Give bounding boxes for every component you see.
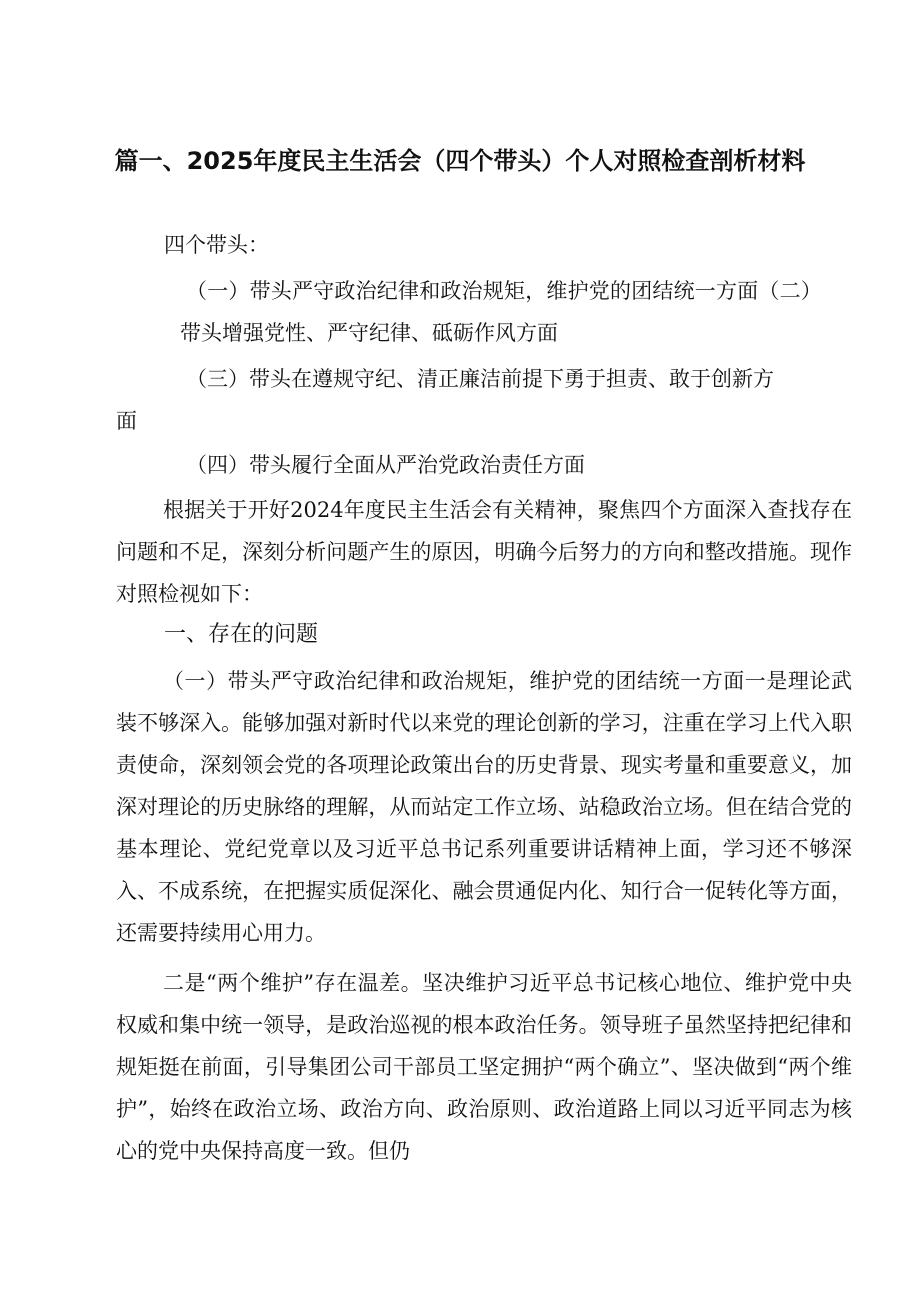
item-line-5: （四）带头履行全面从严治党政治责任方面 (186, 453, 585, 477)
item-line-4: 面 (116, 409, 137, 433)
item-line-3: （三）带头在遵规守纪、清正廉洁前提下勇于担责、敢于创新方 (186, 367, 774, 391)
item-line-1: （一）带头严守政治纪律和政治规矩，维护党的团结统一方面（二） (186, 279, 822, 303)
intro-label: 四个带头： (164, 233, 269, 257)
section-paragraph-1: （一）带头严守政治纪律和政治规矩，维护党的团结统一方面一是理论武装不够深入。能够加强对新时代以来党的理论创新的学习，注重在学习上代入职责使命，深刻领会党的各项理论政策出台的历史背景、现实考量和重要意义，加深对理论的历史脉络的理解，从而站定工作立场、站稳政治立场。但在结合党的基本理论、党纪党章以及习近平总书记系列重要讲话精神上面，学习还不够深入、不成系统，在把握实质促深化、融会贯通促内化、知行合一促转化等方面，还需要持续用心用力。 (116, 669, 852, 945)
section-heading: 一、存在的问题 (164, 622, 319, 647)
section-paragraph-2: 二是“两个维护”存在温差。坚决维护习近平总书记核心地位、维护党中央权威和集中统一领导，是政治巡视的根本政治任务。领导班子虽然坚持把纪律和规矩挺在前面，引导集团公司干部员工坚定拥护“两个确立”、坚决做到“两个维护”，始终在政治立场、政治方向、政治原则、政治道路上同以习近平同志为核心的党中央保持高度一致。但仍 (116, 971, 852, 1163)
item-line-2: 带头增强党性、严守纪律、砥砺作风方面 (180, 321, 558, 345)
preamble-paragraph: 根据关于开好2024年度民主生活会有关精神，聚焦四个方面深入查找存在问题和不足，深刻分析问题产生的原因，明确今后努力的方向和整改措施。现作对照检视如下： (116, 498, 852, 606)
document-title: 篇一、2025年度民主生活会（四个带头）个人对照检查剖析材料 (114, 147, 806, 175)
